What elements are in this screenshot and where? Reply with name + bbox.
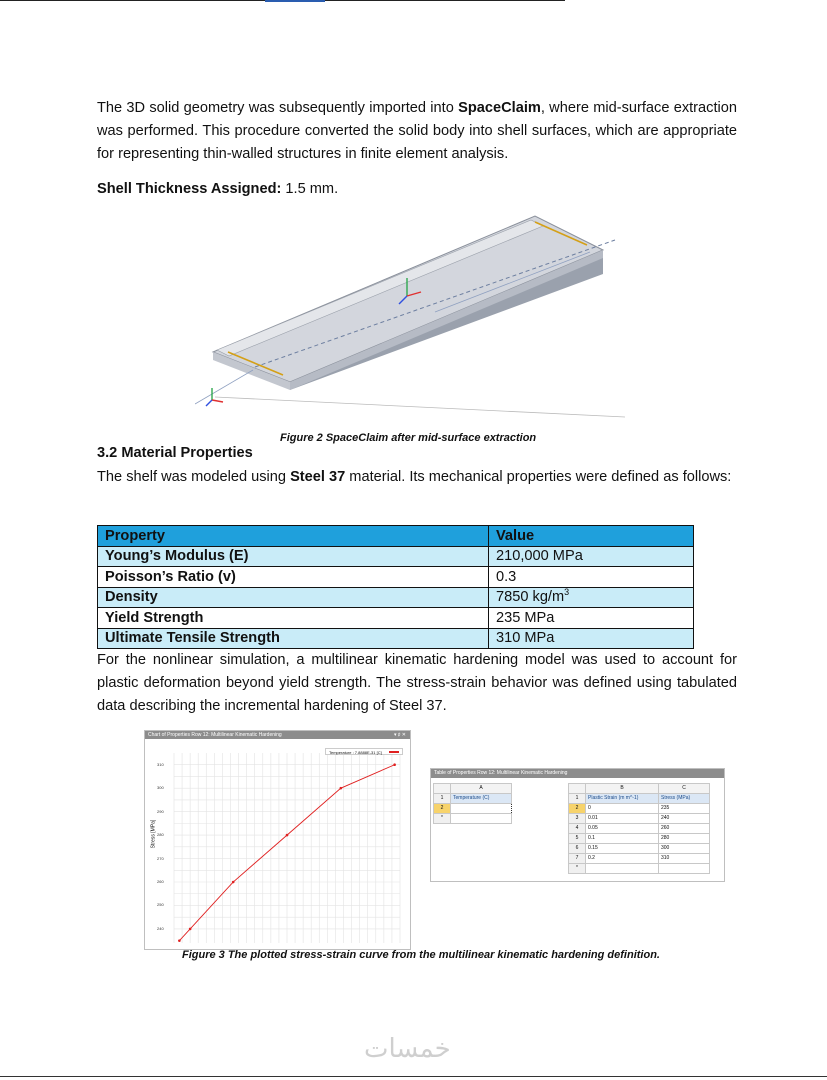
table-row: [98, 587, 694, 608]
table-row: [569, 864, 710, 874]
temperature-cell[interactable]: [451, 804, 512, 814]
temperature-table: [433, 783, 512, 824]
chart-window: [144, 730, 411, 950]
data-point: [178, 939, 181, 942]
temperature-cell[interactable]: [451, 814, 512, 824]
table-row: [569, 844, 710, 854]
table-row: [569, 814, 710, 824]
table-row: [98, 567, 694, 588]
stress-cell[interactable]: 310: [659, 854, 710, 864]
property-value: 7850 $kg/m^3$: [489, 587, 694, 608]
property-name: Young’s Modulus (E): [98, 546, 489, 567]
spaceclaim-model-figure: [195, 212, 635, 422]
header-property: Property: [98, 526, 489, 547]
table-row: [569, 804, 710, 814]
y-tick-label: 310: [157, 761, 164, 767]
chart-legend: Temperature : 7.8888E-31 [C]: [325, 748, 403, 755]
row-number: 2: [569, 804, 586, 814]
y-tick-label: 290: [157, 808, 164, 814]
y-tick-label: 260: [157, 879, 164, 884]
row-number: 2: [434, 804, 451, 814]
row-number: *: [434, 814, 451, 824]
column-letter: C: [659, 784, 710, 794]
table-row: [98, 628, 694, 649]
figure-3-caption: Figure 3 The plotted stress-strain curve from the multilinear kinematic hardening definition.: [182, 949, 660, 961]
strain-cell[interactable]: 0.2: [586, 854, 659, 864]
table-row: [98, 608, 694, 629]
data-point: [286, 834, 289, 837]
strain-cell[interactable]: 0.1: [586, 834, 659, 844]
stress-cell[interactable]: 300: [659, 844, 710, 854]
top-accent: [265, 0, 325, 2]
y-tick-label: 280: [157, 832, 164, 838]
row-number: 5: [569, 834, 586, 844]
row-number: 4: [569, 824, 586, 834]
row-number: 3: [569, 814, 586, 824]
property-value: 235 MPa: [489, 608, 694, 629]
material-paragraph: The shelf was modeled using Steel 37 material. Its mechanical properties were defined as follows:: [97, 469, 732, 485]
stress-cell[interactable]: 280: [659, 834, 710, 844]
data-point: [232, 881, 235, 884]
chart-titlebar: [145, 731, 410, 739]
watermark-logo: خمسات: [364, 1034, 451, 1064]
column-letter: A: [451, 784, 512, 794]
strain-cell[interactable]: 0.15: [586, 844, 659, 854]
property-name: Density: [98, 587, 489, 608]
column-letter: B: [586, 784, 659, 794]
properties-table-window: [430, 768, 725, 882]
header-value: Value: [489, 526, 694, 547]
row-number: 6: [569, 844, 586, 854]
property-value: 210,000 MPa: [489, 546, 694, 567]
y-tick-label: 270: [157, 855, 164, 861]
data-point: [340, 787, 343, 790]
row-number: 7: [569, 854, 586, 864]
row-number: 1: [569, 794, 586, 804]
strain-cell[interactable]: 0: [586, 804, 659, 814]
table-row: [98, 546, 694, 567]
table-row: [569, 824, 710, 834]
table-header-row: [98, 526, 694, 547]
stress-cell[interactable]: [659, 864, 710, 874]
intro-paragraph: The 3D solid geometry was subsequently imported into SpaceClaim, where mid-surface extraction was performed. This procedure converted the solid body into shell surfaces, which are appropriate for representing thin-walled structures in finite element analysis.: [97, 100, 737, 162]
stress-strain-chart: [170, 743, 406, 947]
window-controls[interactable]: ▾ ♯ ✕: [394, 732, 406, 738]
property-name: Ultimate Tensile Strength: [98, 628, 489, 649]
y-tick-label: 300: [157, 785, 164, 791]
bottom-border: [0, 1076, 827, 1077]
y-tick-label: 250: [157, 902, 164, 908]
table-titlebar: Table of Properties Row 12: Multilinear Kinematic Hardening: [431, 769, 724, 778]
chart-window-title: Chart of Properties Row 12: Multilinear Kinematic Hardening: [148, 732, 282, 738]
strain-cell[interactable]: 0.01: [586, 814, 659, 824]
strain-cell[interactable]: 0.05: [586, 824, 659, 834]
row-number: 1: [434, 794, 451, 804]
figure-2-caption: Figure 2 SpaceClaim after mid-surface extraction: [280, 432, 537, 444]
temperature-header[interactable]: Temperature (C): [451, 794, 512, 804]
strain-cell[interactable]: [586, 864, 659, 874]
strain-stress-table: [568, 783, 710, 874]
plastic-strain-header[interactable]: Plastic Strain (m m^-1): [586, 794, 659, 804]
row-number: *: [569, 864, 586, 874]
legend-swatch: [389, 751, 399, 753]
table-row: [569, 834, 710, 844]
property-name: Yield Strength: [98, 608, 489, 629]
stress-header[interactable]: Stress (MPa): [659, 794, 710, 804]
property-name: Poisson’s Ratio (v): [98, 567, 489, 588]
property-value: 0.3: [489, 567, 694, 588]
table-row: [569, 854, 710, 864]
section-heading: 3.2 Material Properties: [97, 445, 253, 461]
y-tick-label: 240: [157, 925, 164, 931]
shell-thickness: Shell Thickness Assigned: 1.5 mm.: [97, 181, 339, 197]
property-value: 310 MPa: [489, 628, 694, 649]
y-axis-label: Stress [MPa]: [150, 819, 157, 849]
stress-cell[interactable]: 240: [659, 814, 710, 824]
data-point: [393, 763, 396, 766]
nonlinear-paragraph: For the nonlinear simulation, a multilinear kinematic hardening model was used to account for plastic deformation beyond yield strength. The stress-strain behavior was defined using tabulated data describing the incremental hardening of Steel 37.: [97, 652, 737, 714]
data-point: [189, 928, 192, 931]
stress-cell[interactable]: 235: [659, 804, 710, 814]
material-properties-table: [97, 525, 694, 649]
stress-cell[interactable]: 260: [659, 824, 710, 834]
